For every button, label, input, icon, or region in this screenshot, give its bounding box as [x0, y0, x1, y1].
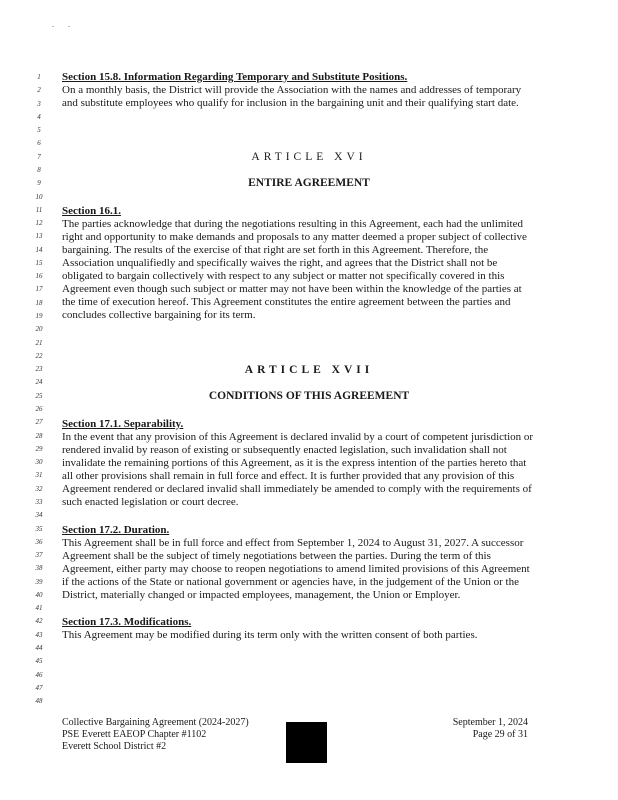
line-number: 44 [35, 644, 43, 653]
line-number: 16 [35, 272, 43, 281]
line-number: 23 [35, 365, 43, 374]
line-number: 21 [35, 338, 43, 347]
section-15-8-line: and substitute employees who qualify for inclusion in the bargaining unit and their qualifying start date. [62, 97, 519, 109]
line-number: 42 [35, 617, 43, 626]
line-number: 25 [35, 391, 43, 400]
line-number: 40 [35, 590, 43, 599]
footer-agreement-title: Collective Bargaining Agreement (2024-2027) [62, 717, 249, 728]
line-number: 13 [35, 232, 43, 241]
line-number: 45 [35, 657, 43, 666]
section-16-1-line: the time of execution hereof. This Agreement constitutes the entire agreement between the parties and [62, 296, 511, 308]
section-15-8-heading: Section 15.8. Information Regarding Temporary and Substitute Positions. [62, 71, 408, 83]
article-17-label: ARTICLE XVII [244, 364, 374, 376]
section-17-1-line: In the event that any provision of this Agreement is declared invalid by a court of competent jurisdiction or [62, 431, 534, 443]
line-number: 14 [35, 245, 43, 254]
section-17-2-line: This Agreement shall be in full force and effect from September 1, 2024 to August 31, 2027. A successor [62, 537, 524, 549]
section-17-1-line: all other provisions shall remain in full force and effect. It is further provided that any provision of this [62, 470, 515, 482]
section-17-1-line: such enacted legislation or court decree. [62, 496, 239, 508]
section-17-3-line: This Agreement may be modified during its term only with the written consent of both parties. [62, 629, 478, 641]
line-number: 31 [35, 471, 43, 480]
line-number: 12 [35, 219, 43, 228]
line-number: 7 [37, 152, 41, 161]
line-number: 17 [35, 285, 43, 294]
line-number: 47 [35, 683, 43, 692]
line-number: 3 [37, 99, 41, 108]
section-17-3-heading: Section 17.3. Modifications. [62, 616, 192, 628]
line-number: 19 [35, 312, 43, 321]
section-16-1-line: bargaining. The results of the exercise of that right are set forth in this Agreement. Therefore, the [62, 244, 489, 256]
line-number: 18 [35, 298, 43, 307]
line-number: 10 [35, 192, 43, 201]
line-number: 5 [37, 126, 41, 135]
line-number: 46 [35, 670, 43, 679]
footer-right [453, 717, 528, 741]
section-17-1-heading: Section 17.1. Separability. [62, 418, 184, 430]
footer-chapter: PSE Everett EAEOP Chapter #1102 [62, 729, 207, 740]
line-number: 35 [35, 524, 43, 533]
footer-date: September 1, 2024 [452, 717, 528, 728]
section-17-2-line: Agreement, either party may choose to reopen negotiations to amend limited provisions of this Agreement [62, 563, 530, 575]
line-number: 15 [35, 258, 43, 267]
line-number: 29 [35, 444, 43, 453]
line-number: 39 [35, 577, 43, 586]
article-17-title: CONDITIONS OF THIS AGREEMENT [208, 390, 410, 402]
line-number: 6 [37, 139, 41, 148]
section-16-1-heading: Section 16.1. [62, 205, 121, 217]
section-17-1-line: Agreement rendered or declared invalid shall immediately be amended to comply with the requirements of [62, 483, 532, 495]
section-17-1-line: rendered invalid by reason of existing or subsequently enacted legislation, such invalidation shall not [62, 444, 507, 456]
redaction-block [286, 722, 327, 763]
article-16-label: ARTICLE XVI [251, 151, 367, 163]
line-number: 33 [35, 497, 43, 506]
line-number: 9 [37, 179, 41, 188]
section-16-1-line: obligated to bargain collectively with respect to any subject or matter not specifically covered in this [62, 270, 505, 282]
line-number: 11 [35, 205, 43, 214]
footer-left [62, 717, 249, 753]
line-number: 36 [35, 537, 43, 546]
section-16-1-line: Association unqualifiedly and specifically waives the right, and agrees that the District shall not be [62, 257, 498, 269]
line-number: 32 [35, 484, 43, 493]
line-number: 38 [35, 564, 43, 573]
section-17-2-line: District, materially changed or impacted employees, management, the Union or Employer. [62, 589, 461, 601]
section-16-1-line: Agreement even though such subject or matter may not have been within the knowledge of the parties at [62, 283, 522, 295]
header-mark: . . [52, 20, 76, 29]
section-16-1-line: concludes collective bargaining for its term. [62, 309, 256, 321]
line-number: 2 [37, 86, 41, 95]
line-number: 24 [35, 378, 43, 387]
line-number: 22 [35, 351, 43, 360]
section-17-2-line: Agreement shall be the subject of timely negotiations between the parties. During the term of this [62, 550, 491, 562]
line-number: 26 [35, 405, 43, 413]
line-number: 4 [37, 112, 41, 121]
line-number: 1 [37, 73, 41, 81]
line-number: 8 [37, 165, 41, 174]
section-16-1-line: right and opportunity to make demands and proposals to any matter deemed a proper subject of collective [62, 231, 527, 243]
line-number: 28 [35, 431, 43, 440]
line-number: 27 [35, 418, 43, 427]
line-number: 20 [35, 325, 43, 334]
line-number: 37 [35, 551, 43, 560]
section-17-1-line: invalidate the remaining portions of this Agreement, as it is the express intention of the parties hereto that [62, 457, 527, 469]
article-16-title: ENTIRE AGREEMENT [248, 177, 370, 189]
section-17-2-line: if the actions of the State or national government or agencies have, in the judgement of the Union or the [62, 576, 519, 588]
line-number: 41 [35, 604, 43, 613]
footer-district: Everett School District #2 [62, 741, 167, 752]
line-number: 30 [35, 458, 43, 467]
section-17-2-heading: Section 17.2. Duration. [62, 524, 170, 536]
line-number: 48 [35, 697, 43, 706]
line-number: 34 [35, 511, 43, 520]
line-number: 43 [35, 630, 43, 639]
footer-page-number: Page 29 of 31 [472, 729, 528, 740]
section-15-8-line: On a monthly basis, the District will provide the Association with the names and addresses of temporary [62, 84, 522, 96]
section-16-1-line: The parties acknowledge that during the negotiations resulting in this Agreement, each had the unlimited [62, 218, 523, 230]
